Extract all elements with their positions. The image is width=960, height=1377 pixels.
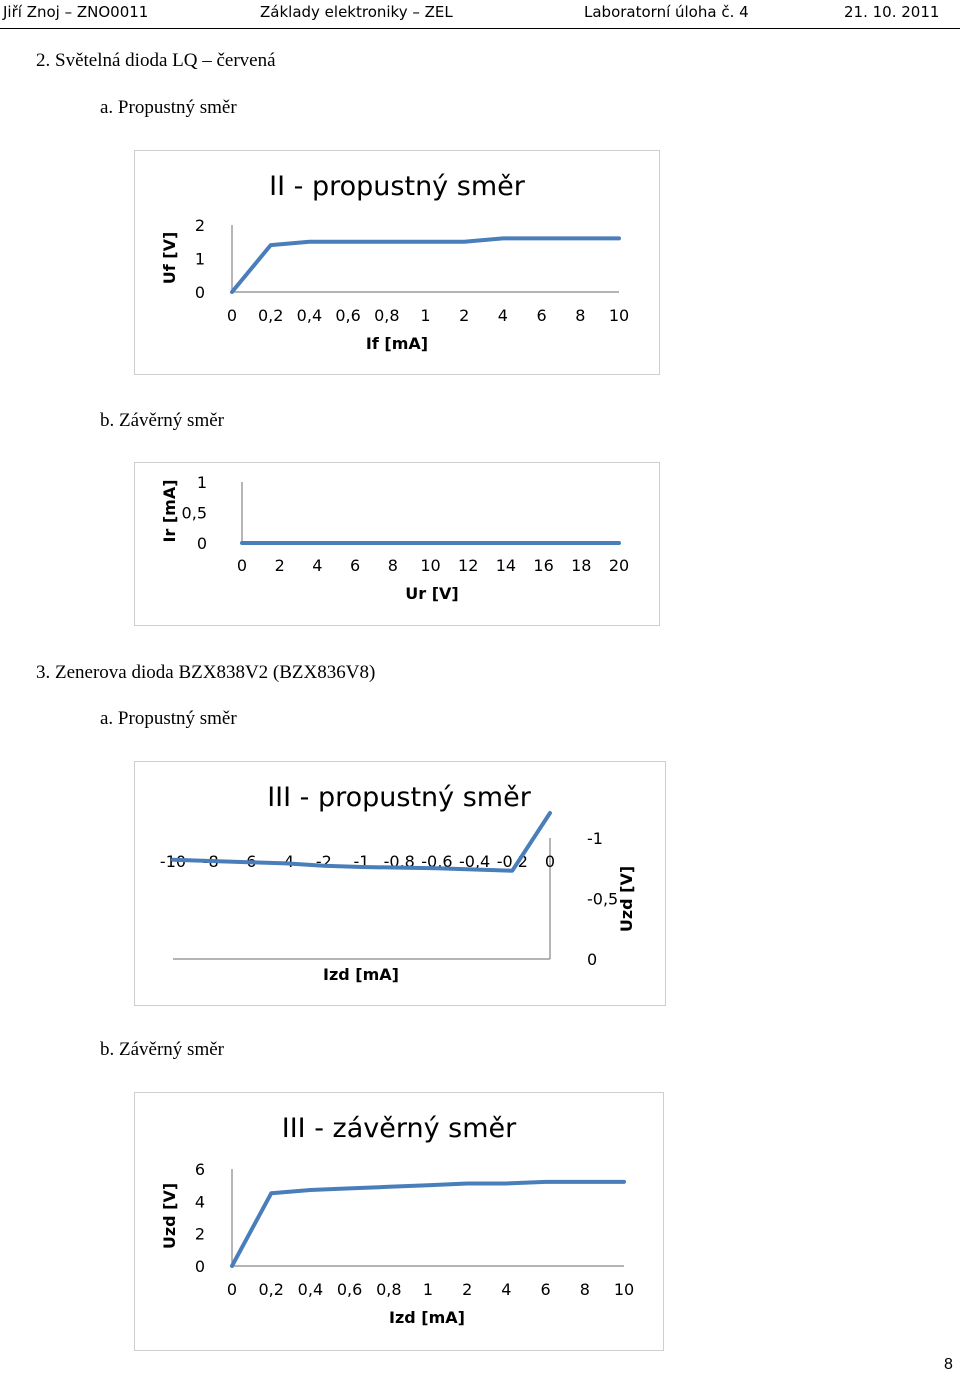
x-tick-label: 0 <box>544 852 556 871</box>
x-axis-label: Izd [mA] <box>389 1308 465 1327</box>
x-tick-label: -10 <box>159 852 187 871</box>
x-axis-label: Ur [V] <box>405 584 459 603</box>
section-3a-heading: a. Propustný směr <box>100 708 237 729</box>
header-author: Jiří Znoj – ZNO0011 <box>3 3 149 21</box>
x-tick-label: 0,4 <box>296 306 323 325</box>
x-tick-label: -0,2 <box>496 852 528 871</box>
x-tick-label: 20 <box>608 556 630 575</box>
x-tick-label: -0,6 <box>421 852 453 871</box>
header-subject: Základy elektroniky – ZEL <box>260 3 453 21</box>
x-tick-label: 18 <box>571 556 592 575</box>
chart-led-reverse <box>134 462 660 626</box>
x-tick-label: 0,6 <box>336 1280 363 1299</box>
chart-led-reverse-svg <box>135 463 658 624</box>
header-date: 21. 10. 2011 <box>844 3 940 21</box>
x-tick-label: -1 <box>353 852 370 871</box>
x-tick-label: 0 <box>226 306 238 325</box>
x-tick-label: 0,8 <box>374 306 400 325</box>
y-tick-label: -0,5 <box>587 889 619 909</box>
x-tick-label: 12 <box>458 556 479 575</box>
section-2a-heading: a. Propustný směr <box>100 97 237 118</box>
x-tick-label: 4 <box>497 306 508 325</box>
x-tick-label: -0,4 <box>458 852 491 871</box>
x-tick-label: 2 <box>459 306 470 325</box>
y-tick-label: 0 <box>194 283 205 302</box>
y-tick-label: 6 <box>194 1160 205 1179</box>
x-tick-label: -6 <box>240 852 257 871</box>
x-tick-label: 1 <box>422 1280 434 1299</box>
x-tick-label: 6 <box>536 306 547 325</box>
y-tick-label: 1 <box>196 473 207 492</box>
x-tick-label: 1 <box>420 306 431 325</box>
x-tick-label: 16 <box>533 556 554 575</box>
y-tick-label: 0 <box>196 534 207 553</box>
y-axis-label: Uzd [V] <box>160 1182 179 1250</box>
x-tick-label: 4 <box>501 1280 512 1299</box>
x-tick-label: 2 <box>462 1280 473 1299</box>
y-tick-label: -1 <box>587 829 603 848</box>
x-tick-label: 0,2 <box>258 1280 284 1299</box>
chart-led-forward <box>134 150 660 375</box>
x-tick-label: 0 <box>236 556 248 575</box>
y-tick-label: 1 <box>194 249 205 269</box>
y-tick-label: 0 <box>587 950 598 969</box>
section-2-heading: 2. Světelná dioda LQ – červená <box>36 50 276 71</box>
y-tick-label: 0 <box>194 1257 205 1276</box>
chart-zener-forward-svg <box>135 762 664 1004</box>
chart-zener-reverse-svg <box>135 1093 662 1349</box>
x-tick-label: 6 <box>540 1280 551 1299</box>
x-tick-label: -8 <box>202 852 219 871</box>
x-tick-label: -0,8 <box>383 852 415 871</box>
x-tick-label: 0,6 <box>335 306 361 325</box>
chart-title: III - závěrný směr <box>281 1113 517 1144</box>
chart-title: II - propustný směr <box>269 171 525 202</box>
y-tick-label: 4 <box>194 1192 205 1212</box>
x-tick-label: 8 <box>575 306 586 325</box>
x-axis-label: Izd [mA] <box>323 965 399 984</box>
x-tick-label: 14 <box>495 556 517 575</box>
page-number: 8 <box>944 1356 953 1373</box>
y-tick-label: 2 <box>194 216 205 235</box>
section-3b-heading: b. Závěrný směr <box>100 1039 224 1060</box>
page-header <box>0 0 960 29</box>
x-tick-label: 4 <box>312 556 323 575</box>
x-tick-label: 6 <box>350 556 361 575</box>
x-tick-label: 8 <box>387 556 398 575</box>
x-tick-label: 10 <box>608 306 630 325</box>
series-line <box>232 1182 624 1266</box>
x-tick-label: -4 <box>278 852 295 871</box>
y-tick-label: 2 <box>194 1224 205 1244</box>
chart-title: III - propustný směr <box>267 782 531 813</box>
header-task: Laboratorní úloha č. 4 <box>584 3 749 21</box>
section-2b-heading: b. Závěrný směr <box>100 410 224 431</box>
x-tick-label: 10 <box>420 556 441 575</box>
x-tick-label: 0,4 <box>297 1280 324 1299</box>
y-axis-label: Uzd [V] <box>617 865 636 933</box>
y-tick-label: 0,5 <box>181 503 207 523</box>
chart-zener-forward <box>134 761 666 1006</box>
x-tick-label: -2 <box>315 852 332 871</box>
x-axis-label: If [mA] <box>365 334 429 353</box>
section-3-heading: 3. Zenerova dioda BZX838V2 (BZX836V8) <box>36 662 376 683</box>
chart-zener-reverse <box>134 1092 664 1351</box>
x-tick-label: 0,2 <box>257 306 284 325</box>
x-tick-label: 10 <box>613 1280 635 1299</box>
series-line <box>232 238 619 292</box>
x-tick-label: 2 <box>274 556 285 575</box>
x-tick-label: 8 <box>579 1280 590 1299</box>
y-axis-label: Uf [V] <box>160 231 179 285</box>
x-tick-label: 0 <box>226 1280 238 1299</box>
y-axis-label: Ir [mA] <box>160 479 179 543</box>
x-tick-label: 0,8 <box>376 1280 402 1299</box>
chart-led-forward-svg <box>135 151 658 373</box>
